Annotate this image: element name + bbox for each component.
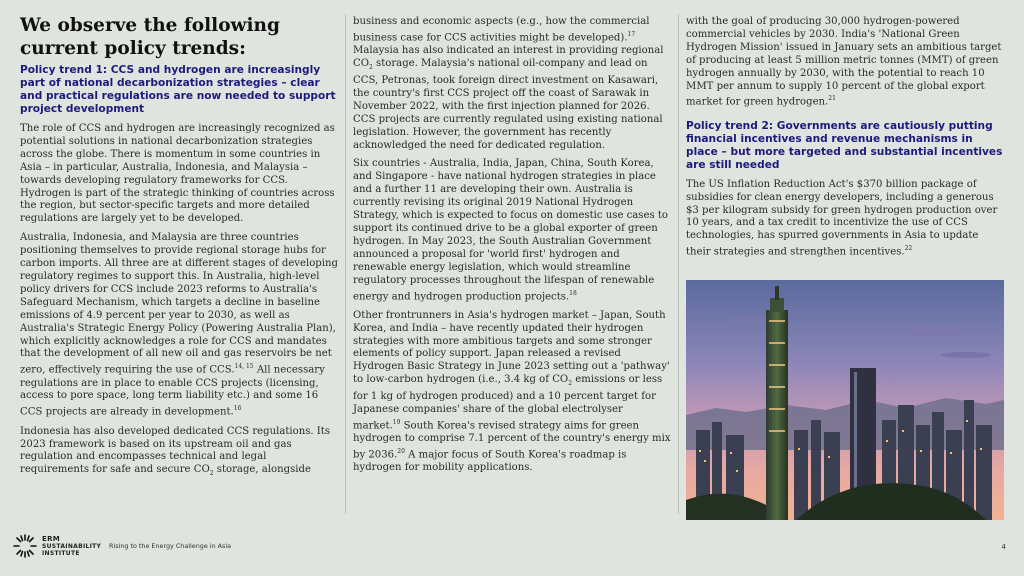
page-heading: We observe the following current policy trends: xyxy=(20,15,280,59)
footnote-ref[interactable]: 14, 15 xyxy=(234,363,254,371)
city-skyline-photo xyxy=(686,280,1004,520)
page-number: 4 xyxy=(1001,543,1006,551)
footnote-ref[interactable]: 17 xyxy=(627,30,636,38)
column-2 xyxy=(353,16,671,481)
column-1 xyxy=(20,14,338,487)
footnote-ref[interactable]: 20 xyxy=(397,448,405,456)
erm-logo-icon xyxy=(12,533,38,559)
policy-trend-2-title: Policy trend 2: Governments are cautiously putting financial incentives and revenue mechanisms in place – but more targeted and substantial incentives are still needed xyxy=(686,119,1003,171)
footnote-ref[interactable]: 18 xyxy=(569,289,577,297)
footnote-ref[interactable]: 16 xyxy=(233,405,242,413)
report-title: Rising to the Energy Challenge in Asia xyxy=(109,542,232,550)
col3-paragraph-2: The US Inflation Reduction Act's $370 billion package of subsidies for clean energy developers, including a generous $3 per kilogram subsidy for green hydrogen production over 10 years, and a tax credit to incentivize the use of CCS technologies, has spurred governments in Asia to update their strategies and strengthen incentives.$^{22}$ xyxy=(686,178,998,258)
policy-trend-1-title: Policy trend 1: CCS and hydrogen are increasingly part of national decarbonization strategies – clear and practical regulations are now needed to support project development xyxy=(20,64,336,115)
col2-paragraph-3: Other frontrunners in Asia's hydrogen market – Japan, South Korea, and India – have recently updated their hydrogen strategies with more ambitious targets and some stronger elements of policy support. Japan released a revised Hydrogen Basic Strategy in June 2023 setting out a 'pathway' to low-carbon hydrogen (i.e., 3.4 kg of $CO_2$ emissions or less for 1 kg of hydrogen produced) and a 10 percent target for Japanese companies' share of the global electrolyser market.$^{19}$ South Korea's revised strategy aims for green hydrogen to comprise 7.1 percent of the country's energy mix by 2036.20 A major focus of South Korea's roadmap is hydrogen for mobility applications. xyxy=(353,309,671,474)
column-divider-1 xyxy=(345,14,346,514)
col2-paragraph-1: business and economic aspects (e.g., how the commercial business case for CCS activities might be developed).$^{17}$ Malaysia has also indicated an interest in providing regional $CO_2$ storage. Malaysia's national oil-company and lead on CCS, Petronas, took foreign direct investment on Kasawari, the country's first CCS project off the coast of Sarawak in November 2022, with the first injection planned for 2026. CCS projects are currently regulated using existing national legislation. However, the government has recently acknowledged the need for dedicated regulation. xyxy=(353,16,664,151)
footnote-ref[interactable]: 19 xyxy=(392,419,401,427)
column-divider-2 xyxy=(678,14,679,514)
col1-paragraph-2: Australia, Indonesia, and Malaysia are three countries positioning themselves to provide regional storage hubs for carbon imports. All three are at different stages of developing regulatory regimes to support this. In Australia, high-level policy drivers for CCS include 2023 reforms to Australia's Safeguard Mechanism, which targets a decline in baseline emissions of 4.9 percent per year to 2030, as well as Australia's Strategic Energy Policy (Powering Australia Plan), which explicitly acknowledges a role for CCS and mandates that the development of all new oil and gas reservoirs be net zero, effectively requiring the use of CCS.$^{14, 15}$ All necessary regulations are in place to enable CCS projects (licensing, access to pore space, long term liability etc.) and some 16 CCS projects are already in development.$^{16}$ xyxy=(20,232,338,418)
col2-paragraph-2: Six countries - Australia, India, Japan, China, South Korea, and Singapore - have national hydrogen strategies in place and a further 11 are developing their own. Australia is currently revising its original 2019 National Hydrogen Strategy, which is expected to focus on domestic use cases to support its continued drive to be a global exporter of green hydrogen. In May 2023, the South Australian Government announced a proposal for 'world first' hydrogen and renewable energy legislation, which would streamline regulatory processes throughout the lifespan of renewable energy and hydrogen production projects.$^{18}$ xyxy=(353,158,668,302)
footnote-ref[interactable]: 21 xyxy=(828,95,836,103)
col1-paragraph-1: The role of CCS and hydrogen are increasingly recognized as potential solutions in national decarbonization strategies across the globe. There is momentum in some countries in Asia – in particular, Australia, Indonesia, and Malaysia – towards developing regulatory frameworks for CCS. Hydrogen is part of the strategic thinking of countries across the region, but sector-specific targets and more detailed regulations are largely yet to be developed. xyxy=(20,123,335,225)
page-footer xyxy=(12,533,1012,561)
brand-name: ERM SUSTAINABILITY INSTITUTE xyxy=(42,535,102,557)
footnote-ref[interactable]: 22 xyxy=(904,245,913,253)
col3-paragraph-1: with the goal of producing 30,000 hydrogen-powered commercial vehicles by 2030. India's 'National Green Hydrogen Mission' issued in January sets an ambitious target of producing at least 5 million metric tonnes (MMT) of green hydrogen annually by 2030, with the potential to reach 10 MMT per annum to supply 10 percent of the global export market for green hydrogen.$^{21}$ xyxy=(686,16,1002,108)
skyline-illustration xyxy=(686,280,1004,520)
column-3 xyxy=(686,16,1006,266)
col1-paragraph-3: Indonesia has also developed dedicated CCS regulations. Its 2023 framework is based on its upstream oil and gas regulation and encompasses technical and legal requirements for safe and secure $CO_2$ storage, alongside xyxy=(20,425,331,478)
